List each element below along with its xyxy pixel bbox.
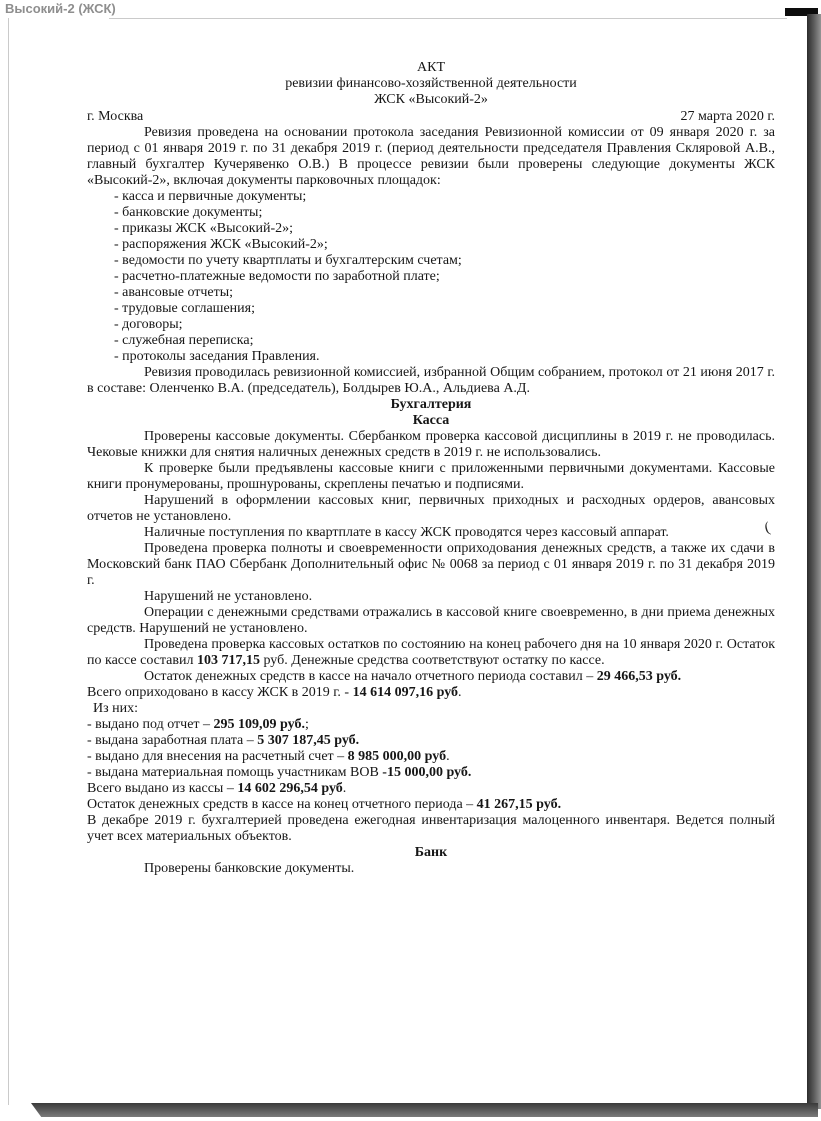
text-segment: Остаток денежных средств в кассе на начало отчетного периода составил – [144,669,597,684]
paragraph-cash-register: Наличные поступления по квартплате в кассу ЖСК проводятся через кассовый аппарат. [144,525,669,540]
list-item: - ведомости по учету квартплаты и бухгалтерским счетам; [114,253,462,268]
doc-date: 27 марта 2020 г. [680,109,775,124]
text-segment: . [458,685,462,700]
paragraph-cash-books: К проверке были предъявлены кассовые книги с приложенными первичными документами. Кассовые книги пронумерованы, прошнурованы, скреплены печатью и подписями. [87,461,775,492]
text-segment: ; [304,717,309,732]
paragraph-total-out [87,781,775,797]
list-item: - распоряжения ЖСК «Высокий-2»; [114,237,328,252]
section-accounting-heading: Бухгалтерия [390,397,472,412]
paragraph-end-balance [87,797,775,813]
paragraph-total-in [87,685,775,701]
paragraph-balance-check [87,637,775,669]
text-segment: - выдана материальная помощь участникам ВОВ [87,765,383,780]
scan-page [87,60,775,877]
cash-out-item [87,717,775,733]
amount: 29 466,53 руб. [596,669,682,684]
scan-right-shadow [807,14,821,1109]
cash-out-item [87,765,775,781]
cash-out-item [87,733,775,749]
amount: 295 109,09 руб. [213,717,305,732]
amount: 14 602 296,54 руб [237,781,343,796]
paragraph-full-check: Проведена проверка полноты и своевременности оприходования денежных средств, а также их сдачи в Московский банк ПАО Сбербанк Дополнительный офис № 0068 за период с 01 января 2019 г. по 31 декабря 2019 г. [87,541,775,588]
list-item: - протоколы заседания Правления. [114,349,320,364]
text-segment: - выдано под отчет – [87,717,214,732]
text-segment: Остаток денежных средств в кассе на конец отчетного периода – [87,797,477,812]
paragraph-iz-nih: Из них: [93,701,139,716]
frame-top-border [109,18,787,19]
section-cash-heading: Касса [412,413,450,428]
doc-title: АКТ [417,60,445,75]
cash-out-item [87,749,775,765]
text-segment: Всего оприходовано в кассу ЖСК в 2019 г. - [87,685,353,700]
list-item: - приказы ЖСК «Высокий-2»; [114,221,294,236]
text-segment: - выдана заработная плата – [87,733,258,748]
scan-noise-artifact: ( [763,519,772,537]
text-segment: Проведена проверка кассовых остатков по состоянию на конец рабочего дня на 10 января 2020 г. Остаток по кассе составил [87,637,775,668]
paragraph-intro: Ревизия проведена на основании протокола заседания Ревизионной комиссии от 09 января 2020 г. за период с 01 января 2019 г. по 31 декабря 2019 г. (период деятельности председателя Правления Скляровой А.В., главный бухгалтер Кучерявенко О.В.) В процессе ревизии были проверены следующие документы ЖСК «Высокий-2», включая документы парковочных площадок: [87,125,775,188]
frame-left-border [8,18,9,1105]
list-item: - служебная переписка; [114,333,254,348]
amount: 41 267,15 руб. [476,797,562,812]
section-bank-heading: Банк [414,845,448,860]
doc-organization: ЖСК «Высокий-2» [374,92,488,107]
scan-bottom-shadow [31,1103,818,1117]
list-item: - банковские документы; [114,205,263,220]
amount: 5 307 187,45 руб. [257,733,360,748]
paragraph-bank-documents: Проверены банковские документы. [144,861,355,876]
paragraph-no-violations: Нарушений не установлено. [144,589,313,604]
doc-city: г. Москва [87,109,144,124]
list-item: - договоры; [114,317,183,332]
paragraph-operations: Операции с денежными средствами отражались в кассовой книге своевременно, в дни приема денежных средств. Нарушений не установлено. [87,605,775,636]
paragraph-no-violations-registration: Нарушений в оформлении кассовых книг, первичных приходных и расходных ордеров, авансовых отчетов не установлено. [87,493,775,524]
list-item: - авансовые отчеты; [114,285,234,300]
list-item: - касса и первичные документы; [114,189,307,204]
doc-subtitle: ревизии финансово-хозяйственной деятельности [285,76,577,91]
text-segment: . [446,749,450,764]
amount: 8 985 000,00 руб [347,749,447,764]
text-segment: Всего выдано из кассы – [87,781,238,796]
paragraph-cash-documents: Проверены кассовые документы. Сбербанком проверка кассовой дисциплины в 2019 г. не проводилась. Чековые книжки для снятия наличных денежных средств в 2019 г. не использовались. [87,429,775,460]
text-segment: - выдано для внесения на расчетный счет – [87,749,348,764]
paragraph-inventory: В декабре 2019 г. бухгалтерией проведена ежегодная инвентаризация малоценного инвентаря. Ведется полный учет всех материальных объектов. [87,813,775,844]
list-item: - расчетно-платежные ведомости по заработной плате; [114,269,440,284]
paragraph-begin-balance [87,669,775,685]
paragraph-commission: Ревизия проводилась ревизионной комиссией, избранной Общим собранием, протокол от 21 июня 2017 г. в составе: Оленченко В.А. (председатель), Болдырев Ю.А., Альдиева А.Д. [87,365,775,396]
amount: -15 000,00 руб. [382,765,472,780]
list-item: - трудовые соглашения; [114,301,255,316]
amount: 14 614 097,16 руб [352,685,459,700]
place-date-row [87,109,775,125]
amount: 103 717,15 [196,653,260,668]
checked-documents-list [114,189,775,365]
app-title-label: Высокий-2 (ЖСК) [5,1,116,16]
text-segment: руб. Денежные средства соответствуют остатку по кассе. [259,653,605,668]
text-segment: . [342,781,347,796]
